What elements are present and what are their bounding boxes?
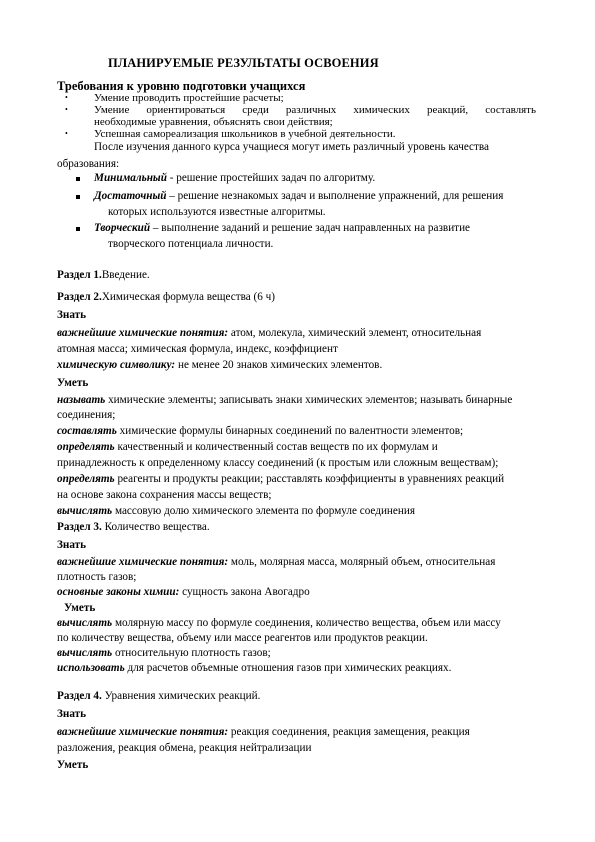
- section-2-heading: Раздел 2.Химическая формула вещества (6 ч): [57, 291, 276, 303]
- section-3-know: Знать: [57, 539, 87, 551]
- req-bullet-1: Умение проводить простейшие расчеты;: [94, 92, 284, 104]
- s4-know-line: важнейшие химические понятия: реакция соединения, реакция замещения, реакция: [57, 726, 470, 738]
- s3-know-line: важнейшие химические понятия: моль, молярная масса, молярный объем, относительная: [57, 556, 496, 568]
- square-bullet-icon: [76, 227, 80, 231]
- s2-can-line: вычислять массовую долю химического элемента по формуле соединения: [57, 505, 416, 517]
- section-4-heading: Раздел 4. Уравнения химических реакций.: [57, 690, 261, 702]
- section-2-can: Уметь: [57, 377, 89, 389]
- req-bullet-3: Успешная самореализация школьников в учебной деятельности.: [94, 128, 396, 140]
- s2-know-line: атомная масса; химическая формула, индекс, коэффициент: [57, 343, 338, 355]
- req-bullet-2-cont: необходимые уравнения, объяснять свои действия;: [94, 116, 333, 128]
- s3-can-line: вычислять молярную массу по формуле соединения, количество вещества, объем или массу: [57, 617, 501, 629]
- req-bullet-2: Умение ориентироваться среди различных химических реакций, составлять: [94, 104, 536, 116]
- bullet-dot: •: [65, 129, 68, 138]
- s4-know-line: разложения, реакция обмена, реакция нейтрализации: [57, 742, 312, 754]
- s3-can-line: использовать для расчетов объемные отношения газов при химических реакциях.: [57, 662, 452, 674]
- level-item-sufficient: Достаточный – решение незнакомых задач и выполнение упражнений, для решения: [94, 190, 504, 202]
- s2-can-line: на основе закона сохранения массы веществ;: [57, 489, 272, 501]
- section-4-can: Уметь: [57, 759, 89, 771]
- level-item-creative: Творческий – выполнение заданий и решение задач направленных на развитие: [94, 222, 471, 234]
- s3-know-line: основные законы химии: сущность закона Авогадро: [57, 586, 310, 598]
- bullet-dot: •: [65, 93, 68, 102]
- s2-know-line: химическую символику: не менее 20 знаков химических элементов.: [57, 359, 383, 371]
- s2-can-line: называть химические элементы; записывать знаки химических элементов; называть бинарные: [57, 394, 513, 406]
- bullet-dot: •: [65, 105, 68, 114]
- levels-intro-cont: образования:: [57, 158, 120, 170]
- level-item-sufficient-cont: которых используются известные алгоритмы.: [108, 206, 326, 218]
- s2-know-line: важнейшие химические понятия: атом, молекула, химический элемент, относительная: [57, 327, 482, 339]
- s3-know-line: плотность газов;: [57, 571, 137, 583]
- level-item-minimal: Минимальный - решение простейших задач по алгоритму.: [94, 172, 376, 184]
- page-title: ПЛАНИРУЕМЫЕ РЕЗУЛЬТАТЫ ОСВОЕНИЯ: [108, 56, 379, 70]
- section-1-heading: Раздел 1.Введение.: [57, 269, 150, 281]
- s2-can-line: определять качественный и количественный состав веществ по их формулам и: [57, 441, 438, 453]
- levels-intro: После изучения данного курса учащиеся могут иметь различный уровень качества: [94, 141, 490, 153]
- section-3-can: Уметь: [64, 602, 96, 614]
- section-3-heading: Раздел 3. Количество вещества.: [57, 521, 210, 533]
- s2-can-line: принадлежность к определенному классу соединений (к простым или сложным веществам);: [57, 457, 499, 469]
- section-4-know: Знать: [57, 708, 87, 720]
- level-item-creative-cont: творческого потенциала личности.: [108, 238, 274, 250]
- square-bullet-icon: [76, 195, 80, 199]
- s2-can-line: определять реагенты и продукты реакции; расставлять коэффициенты в уравнениях реакций: [57, 473, 505, 485]
- section-2-know: Знать: [57, 309, 87, 321]
- s3-can-line: вычислять относительную плотность газов;: [57, 647, 271, 659]
- requirements-heading: Требования к уровню подготовки учащихся: [57, 79, 306, 93]
- square-bullet-icon: [76, 177, 80, 181]
- s2-can-line: составлять химические формулы бинарных соединений по валентности элементов;: [57, 425, 464, 437]
- s2-can-line: соединения;: [57, 409, 116, 421]
- s3-can-line: по количеству вещества, объему или массе реагентов или продуктов реакции.: [57, 632, 428, 644]
